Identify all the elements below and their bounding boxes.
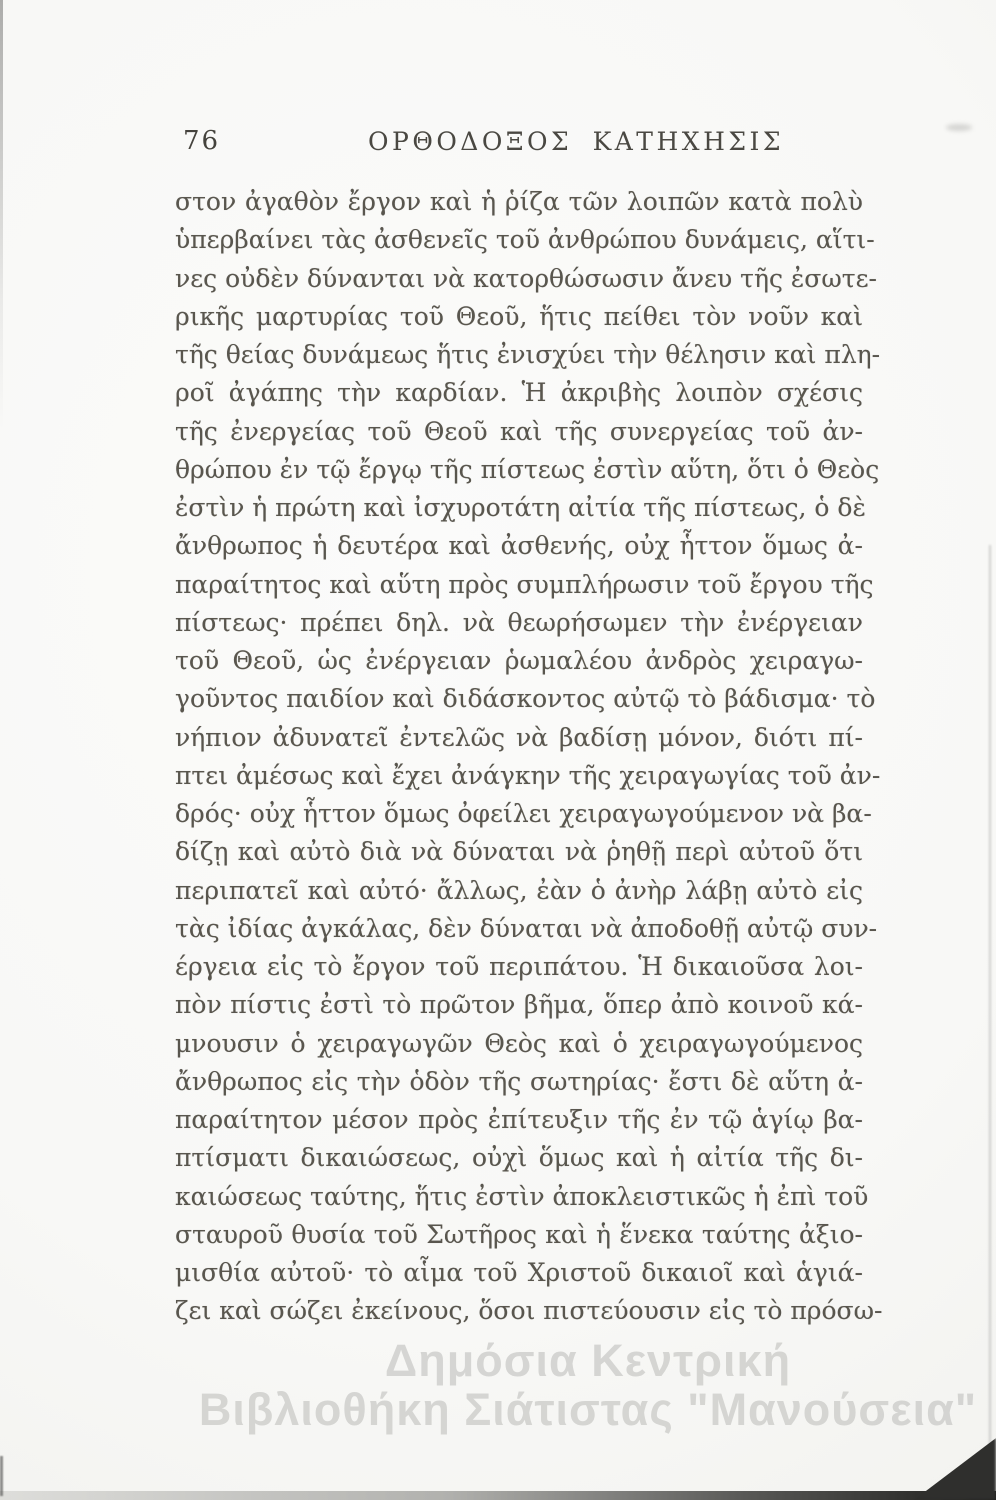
text-line: ἄνθρωπος ἡ δευτέρα καὶ ἀσθενής, οὐχ ἧττον ὅμως ἀ- bbox=[175, 531, 863, 561]
text-line: περιπατεῖ καὶ αὐτό· ἄλλως, ἐὰν ὁ ἀνὴρ λάβῃ αὐτὸ εἰς bbox=[175, 875, 863, 905]
text-line: σταυροῦ θυσία τοῦ Σωτῆρος καὶ ἡ ἕνεκα ταύτης ἀξιο- bbox=[175, 1219, 863, 1249]
running-header-title: ΟΡΘΟΔΟΞΟΣ ΚΑΤΗΧΗΣΙΣ bbox=[368, 127, 785, 156]
scan-edge-right-shadow bbox=[989, 545, 991, 1500]
scan-edge-bottom bbox=[0, 1491, 996, 1500]
library-watermark-line1: Δημόσια Κεντρική bbox=[384, 1335, 792, 1386]
text-line: νες οὐδὲν δύνανται νὰ κατορθώσωσιν ἄνευ τῆς ἐσωτε- bbox=[175, 263, 877, 293]
text-line: πτίσματι δικαιώσεως, οὐχὶ ὅμως καὶ ἡ αἰτία τῆς δι- bbox=[175, 1143, 863, 1173]
text-line: ὑπερβαίνει τὰς ἀσθενεῖς τοῦ ἀνθρώπου δυνάμεις, αἵτι- bbox=[175, 225, 875, 255]
text-line: ρικῆς μαρτυρίας τοῦ Θεοῦ, ἥτις πείθει τὸν νοῦν καὶ bbox=[175, 301, 863, 331]
scan-speck bbox=[0, 1456, 3, 1496]
text-line: ἐστὶν ἡ πρώτη καὶ ἰσχυροτάτη αἰτία τῆς πίστεως, ὁ δὲ bbox=[175, 493, 866, 522]
text-line: τὰς ἰδίας ἀγκάλας, δὲν δύναται νὰ ἀποδοθῇ αὐτῷ συν- bbox=[175, 913, 878, 943]
text-line: δίζῃ καὶ αὐτὸ διὰ νὰ δύναται νὰ ῥηθῇ περὶ αὐτοῦ ὅτι bbox=[175, 837, 863, 867]
scan-edge-left bbox=[0, 0, 3, 430]
text-line: νήπιον ἀδυνατεῖ ἐντελῶς νὰ βαδίσῃ μόνον, διότι πί- bbox=[175, 722, 863, 752]
page-number: 76 bbox=[183, 126, 221, 156]
text-line: τοῦ Θεοῦ, ὡς ἐνέργειαν ῥωμαλέου ἀνδρὸς χειραγω- bbox=[175, 646, 863, 675]
text-line: πίστεως· πρέπει δηλ. νὰ θεωρήσωμεν τὴν ἐνέργειαν bbox=[175, 607, 863, 637]
library-watermark bbox=[90, 1336, 996, 1434]
body-text-block bbox=[175, 183, 883, 1331]
text-line: έργεια εἰς τὸ ἔργον τοῦ περιπάτου. Ἡ δικαιοῦσα λοι- bbox=[175, 952, 863, 981]
text-line: μισθία αὐτοῦ· τὸ αἷμα τοῦ Χριστοῦ δικαιοῖ καὶ ἁγιά- bbox=[175, 1258, 863, 1287]
scan-smudge bbox=[946, 124, 972, 131]
library-watermark-line2: Βιβλιοθήκη Σιάτιστας "Μανούσεια" bbox=[198, 1384, 978, 1435]
text-line: τῆς θείας δυνάμεως ἥτις ἐνισχύει τὴν θέλησιν καὶ πλη- bbox=[175, 340, 881, 369]
text-line: παραίτητον μέσον πρὸς ἐπίτευξιν τῆς ἐν τῷ ἁγίῳ βα- bbox=[175, 1105, 863, 1134]
text-line: παραίτητος καὶ αὕτη πρὸς συμπλήρωσιν τοῦ ἔργου τῆς bbox=[175, 569, 874, 599]
text-line: γοῦντος παιδίον καὶ διδάσκοντος αὐτῷ τὸ βάδισμα· τὸ bbox=[175, 684, 876, 714]
text-line: πὸν πίστις ἐστὶ τὸ πρῶτον βῆμα, ὅπερ ἀπὸ κοινοῦ κά- bbox=[175, 990, 863, 1020]
text-line: δρός· οὐχ ἧττον ὅμως ὀφείλει χειραγωγούμενον νὰ βα- bbox=[175, 799, 872, 828]
text-line: καιώσεως ταύτης, ἥτις ἐστὶν ἀποκλειστικῶς ἡ ἐπὶ τοῦ bbox=[175, 1181, 869, 1211]
text-line: ζει καὶ σώζει ἐκείνους, ὅσοι πιστεύουσιν εἰς τὸ πρόσω- bbox=[175, 1296, 883, 1326]
text-line: πτει ἀμέσως καὶ ἔχει ἀνάγκην τῆς χειραγωγίας τοῦ ἀν- bbox=[175, 760, 881, 790]
text-line: ἄνθρωπος εἰς τὴν ὁδὸν τῆς σωτηρίας· ἔστι δὲ αὕτη ἀ- bbox=[175, 1066, 863, 1096]
text-line: μνουσιν ὁ χειραγωγῶν Θεὸς καὶ ὁ χειραγωγούμενος bbox=[175, 1028, 863, 1058]
text-line: θρώπου ἐν τῷ ἔργῳ τῆς πίστεως ἐστὶν αὕτη, ὅτι ὁ Θεὸς bbox=[175, 454, 880, 484]
text-line: τῆς ἐνεργείας τοῦ Θεοῦ καὶ τῆς συνεργείας τοῦ ἀν- bbox=[175, 416, 863, 446]
text-line: ροῖ ἀγάπης τὴν καρδίαν. Ἡ ἀκριβὴς λοιπὸν σχέσις bbox=[175, 378, 863, 408]
text-line: στον ἀγαθὸν ἔργον καὶ ἡ ῥίζα τῶν λοιπῶν κατὰ πολὺ bbox=[175, 187, 863, 216]
